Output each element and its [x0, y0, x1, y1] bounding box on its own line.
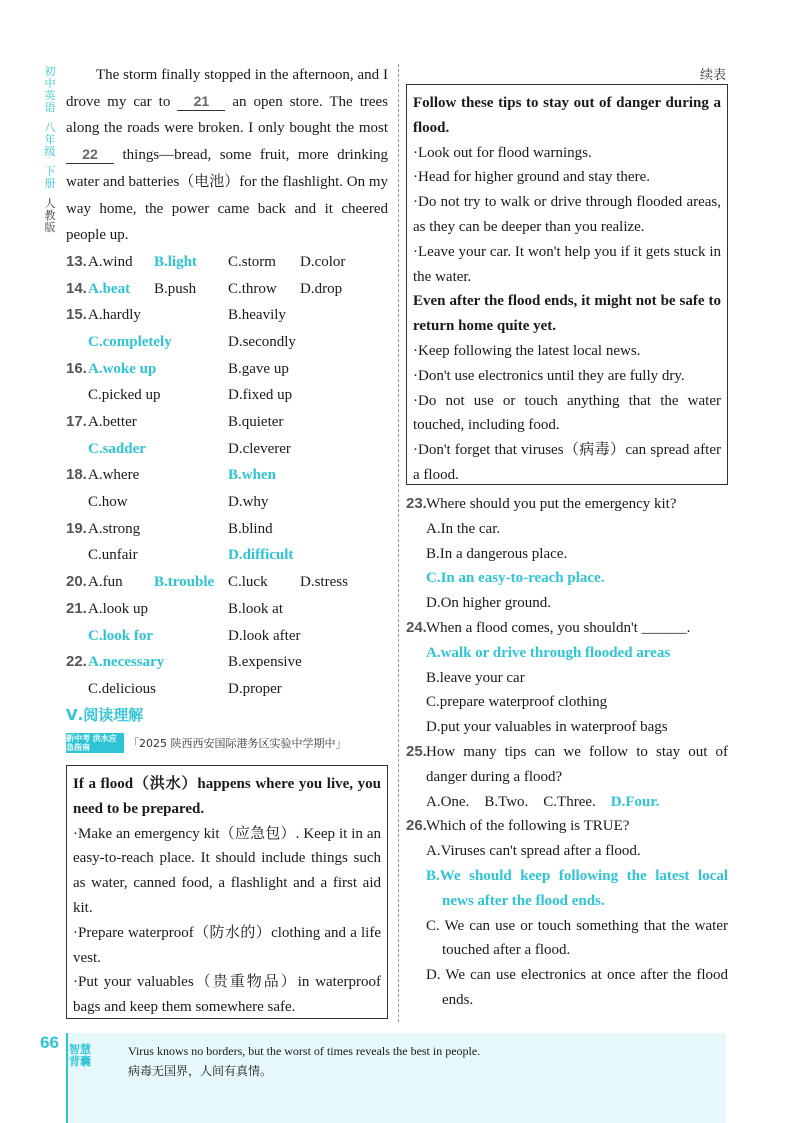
cloze-question-row [66, 542, 388, 569]
choice[interactable]: D. We can use electronics at once after the flood ends. [426, 967, 728, 1008]
passage-part-1: The storm finally stopped in the afternoon, and I drove my car to [66, 67, 388, 110]
choice[interactable]: B.heavily [228, 307, 286, 324]
choice[interactable]: A.fun [88, 574, 123, 591]
choice-correct[interactable]: B.when [228, 467, 276, 484]
question-stem: How many tips can we follow to stay out of danger during a flood? [426, 743, 728, 785]
tip-box-prepare [66, 765, 388, 1019]
choice[interactable]: D.fixed up [228, 387, 293, 404]
choice-correct[interactable]: A.necessary [88, 654, 165, 671]
choice[interactable]: B.Two. [484, 793, 529, 810]
cloze-question-row [66, 516, 388, 543]
tip-item: ·Make an emergency kit（应急包）. Keep it in an easy-to-reach place. It should include things such as water, canned food, a flashlight and a first aid kit. [73, 825, 381, 916]
choice[interactable]: A.better [88, 414, 137, 431]
footer-badge: 智慧背囊 [69, 1043, 91, 1068]
choice[interactable]: B.expensive [228, 654, 302, 671]
choice-correct[interactable]: C.completely [88, 333, 172, 350]
choice[interactable]: D.On higher ground. [426, 595, 551, 612]
cloze-question-row [66, 382, 388, 409]
question-number: 20. [66, 573, 87, 591]
choice[interactable]: A.One. [426, 793, 470, 810]
choice[interactable]: A.hardly [88, 307, 141, 324]
choice[interactable]: C.picked up [88, 387, 161, 404]
tip-box-prepare-heading: If a flood（洪水）happens where you live, you need to be prepared. [73, 776, 381, 817]
choice[interactable]: C.storm [228, 253, 276, 270]
choice[interactable]: B.blind [228, 520, 273, 537]
choice[interactable]: A.In the car. [426, 520, 501, 537]
question-number: 13. [66, 252, 87, 270]
choice[interactable]: C.delicious [88, 680, 156, 697]
choice-correct[interactable]: B.We should keep following the latest local news after the flood ends. [426, 867, 728, 909]
question-number: 22. [66, 653, 87, 671]
question-number: 14. [66, 279, 87, 297]
cloze-question-row [66, 462, 388, 489]
quote-chinese: 病毒无国界，人间有真情。 [128, 1064, 273, 1078]
choice[interactable]: D.cleverer [228, 440, 291, 457]
tip-item: ·Do not try to walk or drive through flooded areas, as they can be deeper than you realize. [413, 194, 721, 235]
choice-correct[interactable]: C.sadder [88, 440, 146, 457]
choice[interactable]: D.put your valuables in waterproof bags [426, 719, 668, 736]
choice[interactable]: A.look up [88, 600, 148, 617]
choice[interactable]: A.wind [88, 253, 133, 270]
question-number: 18. [66, 466, 87, 484]
tip-item: ·Head for higher ground and stay there. [413, 169, 650, 186]
reading-questions [406, 492, 728, 1013]
choice[interactable]: D.drop [300, 280, 343, 297]
cloze-question-row [66, 489, 388, 516]
question-number: 17. [66, 413, 87, 431]
question-stem: Where should you put the emergency kit? [426, 496, 677, 512]
footer-quote-bar [66, 1033, 726, 1123]
choice[interactable]: C.throw [228, 280, 277, 297]
tip-box-after-heading: Even after the flood ends, it might not be safe to return home quite yet. [413, 293, 721, 335]
question-number: 26. [406, 817, 427, 835]
column-divider [398, 64, 399, 1022]
tip-item: ·Don't forget that viruses（病毒）can spread after a flood. [413, 442, 721, 483]
choice[interactable]: D.why [228, 494, 269, 511]
side-tab-subject: 初中英语 [44, 65, 56, 114]
cloze-passage [66, 62, 388, 249]
choice[interactable]: C.prepare waterproof clothing [426, 694, 608, 711]
question-stem: When a flood comes, you shouldn't ______. [426, 619, 691, 636]
cloze-question-row [66, 596, 388, 623]
question-number: 23. [406, 495, 427, 512]
choice[interactable]: B.leave your car [426, 669, 525, 686]
tip-box-during [406, 84, 728, 485]
quote-english: Virus knows no borders, but the worst of times reveals the best in people. [128, 1044, 481, 1058]
choice-correct[interactable]: B.light [154, 253, 197, 270]
question-number: 15. [66, 306, 87, 324]
question-number: 21. [66, 599, 87, 617]
cloze-question-row [66, 276, 388, 303]
choice[interactable]: B.gave up [228, 360, 289, 377]
cloze-question-row [66, 649, 388, 676]
question-24 [406, 616, 728, 641]
passage-part-3: things—bread, some fruit, more drinking water and batteries（电池）for the flashlight. On my way home, the power came back and it cheered people up. [66, 147, 389, 244]
choice-correct[interactable]: C.look for [88, 627, 153, 644]
choice-correct[interactable]: D.Four. [610, 793, 660, 810]
choice[interactable]: B.push [154, 280, 197, 297]
section-title: Ⅴ.阅读理解 [66, 706, 144, 724]
choice[interactable]: A.Viruses can't spread after a flood. [426, 843, 641, 860]
continued-label: 续表 [699, 68, 726, 83]
tip-item: ·Don't use electronics until they are fully dry. [413, 367, 685, 384]
choice[interactable]: C.how [88, 494, 128, 511]
choice[interactable]: B.In a dangerous place. [426, 545, 568, 562]
side-tab [42, 66, 58, 242]
question-stem: Which of the following is TRUE? [426, 818, 630, 835]
cloze-question-row [66, 249, 388, 276]
tip-item: ·Look out for flood warnings. [413, 144, 592, 161]
cloze-question-row [66, 329, 388, 356]
side-tab-grade: 八年级 [44, 121, 56, 158]
source-bar [66, 733, 388, 753]
question-26 [406, 814, 728, 839]
cloze-question-row [66, 676, 388, 703]
choice[interactable]: C. We can use or touch something that the water touched after a flood. [426, 917, 728, 959]
choice-correct[interactable]: B.trouble [154, 574, 215, 591]
page-number: 66 [40, 1033, 59, 1052]
question-25-choices [406, 790, 728, 815]
choice[interactable]: C.luck [228, 574, 268, 591]
cloze-questions [66, 249, 388, 703]
choice-correct[interactable]: A.beat [88, 280, 131, 297]
question-number: 24. [406, 618, 427, 636]
side-tab-edition: 人教版 [44, 197, 56, 234]
choice[interactable]: B.look at [228, 600, 283, 617]
choice[interactable]: D.secondly [228, 333, 296, 350]
choice[interactable]: D.color [300, 253, 346, 270]
choice[interactable]: B.quieter [228, 414, 284, 431]
choice[interactable]: D.look after [228, 627, 301, 644]
choice[interactable]: C.unfair [88, 547, 138, 564]
blank-21: 21 [177, 92, 225, 111]
choice-correct[interactable]: A.walk or drive through flooded areas [426, 644, 671, 661]
choice-correct[interactable]: C.In an easy-to-reach place. [426, 570, 605, 587]
question-number: 25. [406, 742, 427, 760]
choice[interactable]: D.proper [228, 680, 282, 697]
tip-box-during-heading: Follow these tips to stay out of danger during a flood. [413, 95, 721, 136]
passage-part-2: an open store. The trees along the roads were broken. I only bought the most [66, 93, 389, 137]
choice-correct[interactable]: D.difficult [228, 547, 294, 564]
left-column [66, 62, 388, 703]
tip-item: ·Leave your car. It won't help you if it gets stuck in the water. [413, 243, 721, 285]
choice[interactable]: C.Three. [543, 793, 596, 810]
side-tab-volume: 下册 [44, 165, 56, 190]
section-logo: 新中考 洪水应急指南 [66, 733, 124, 753]
question-23 [406, 492, 728, 517]
tip-item: ·Keep following the latest local news. [413, 342, 641, 359]
question-number: 16. [66, 359, 87, 377]
question-25 [406, 740, 728, 790]
choice[interactable]: D.stress [300, 574, 348, 591]
cloze-question-row [66, 569, 388, 596]
source-label: 「2025 陕西西安国际港务区实验中学期中」 [128, 737, 347, 750]
choice[interactable]: A.strong [88, 520, 141, 537]
choice-correct[interactable]: A.woke up [88, 360, 157, 377]
cloze-question-row [66, 356, 388, 383]
cloze-question-row [66, 409, 388, 436]
cloze-question-row [66, 623, 388, 650]
tip-item: ·Put your valuables（贵重物品）in waterproof bags and keep them somewhere safe. [73, 974, 381, 1016]
blank-22: 22 [66, 145, 114, 164]
cloze-question-row [66, 302, 388, 329]
cloze-question-row [66, 436, 388, 463]
question-number: 19. [66, 519, 87, 537]
tip-item: ·Do not use or touch anything that the water touched, including food. [413, 392, 721, 434]
choice[interactable]: A.where [88, 467, 140, 484]
tip-item: ·Prepare waterproof（防水的）clothing and a life vest. [73, 924, 381, 966]
